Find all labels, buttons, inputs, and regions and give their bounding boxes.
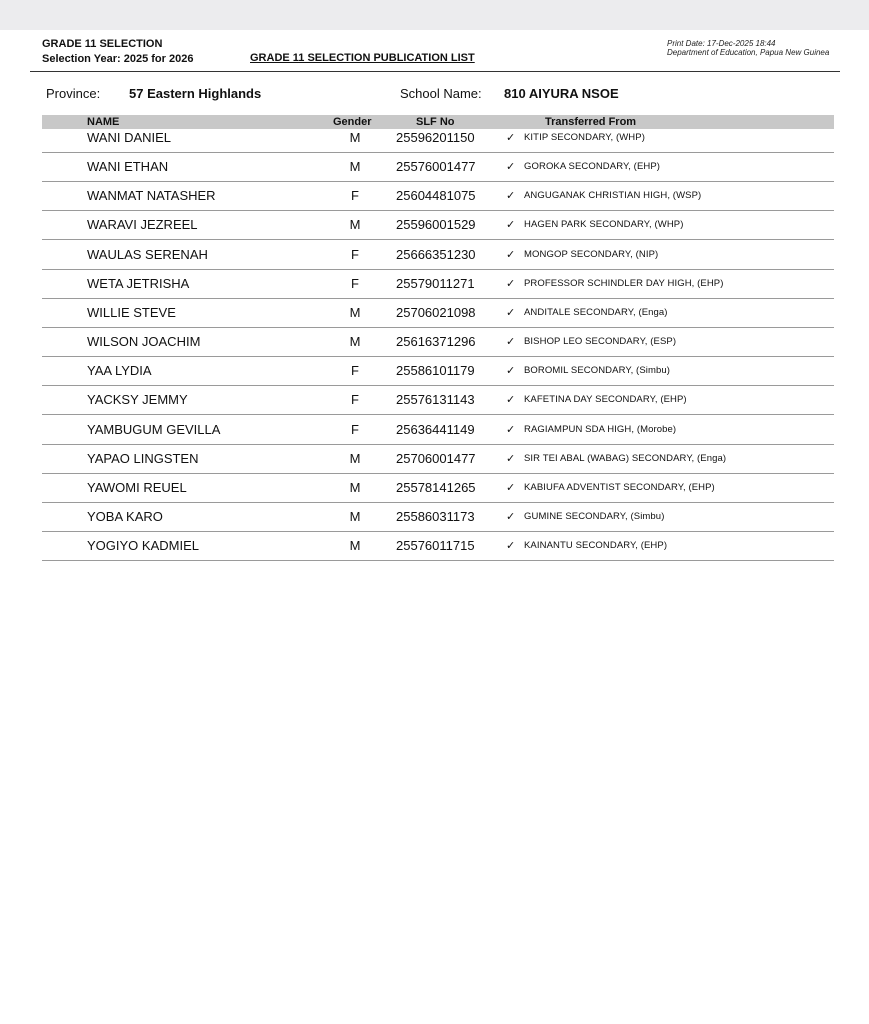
report-title: GRADE 11 SELECTION <box>42 38 163 50</box>
print-date: Print Date: 17-Dec-2025 18:44 <box>667 39 776 48</box>
student-name: YAPAO LINGSTEN <box>87 450 199 466</box>
student-name: WANMAT NATASHER <box>87 188 216 204</box>
table-row <box>0 538 869 567</box>
check-icon: ✓ <box>506 132 516 144</box>
province-label: Province: <box>46 86 101 101</box>
student-gender: M <box>349 304 361 320</box>
check-icon: ✓ <box>506 161 516 174</box>
school-label: School Name: <box>400 86 482 101</box>
transferred-from-school: HAGEN PARK SECONDARY, (WHP) <box>524 219 684 231</box>
table-row <box>0 509 869 538</box>
check-icon: ✓ <box>506 306 516 319</box>
document-page <box>0 30 869 1024</box>
transferred-from-school: PROFESSOR SCHINDLER DAY HIGH, (EHP) <box>524 277 724 289</box>
student-slf-number: 25576011715 <box>396 538 475 554</box>
student-name: YACKSY JEMMY <box>87 392 188 408</box>
row-divider <box>42 181 834 182</box>
transferred-from-school: GUMINE SECONDARY, (Simbu) <box>524 510 665 522</box>
table-row <box>0 188 869 217</box>
check-icon: ✓ <box>506 277 516 290</box>
table-row <box>0 130 869 159</box>
table-row <box>0 334 869 363</box>
student-gender: F <box>351 246 359 262</box>
student-name: WILSON JOACHIM <box>87 334 201 350</box>
student-slf-number: 25706001477 <box>396 450 476 466</box>
row-divider <box>42 327 834 328</box>
row-divider <box>42 385 834 386</box>
row-divider <box>42 473 834 474</box>
table-row <box>0 247 869 276</box>
check-icon: ✓ <box>506 248 516 261</box>
student-slf-number: 25579011271 <box>396 275 475 291</box>
column-header-slf: SLF No <box>416 116 455 128</box>
transferred-from-school: GOROKA SECONDARY, (EHP) <box>524 161 661 173</box>
student-gender: F <box>351 363 359 379</box>
check-icon: ✓ <box>506 540 516 553</box>
table-row <box>0 422 869 451</box>
student-gender: M <box>349 217 361 233</box>
row-divider <box>42 239 834 240</box>
check-icon: ✓ <box>506 510 516 523</box>
row-divider <box>42 269 834 270</box>
row-divider <box>42 502 834 503</box>
transferred-from-school: MONGOP SECONDARY, (NIP) <box>524 248 659 260</box>
student-name: WANI DANIEL <box>87 130 172 145</box>
school-value: 810 AIYURA NSOE <box>504 86 619 101</box>
table-row <box>0 305 869 334</box>
student-slf-number: 25586031173 <box>396 508 475 524</box>
student-name: YAA LYDIA <box>87 363 152 379</box>
student-name: YAWOMI REUEL <box>87 479 187 495</box>
student-name: WANI ETHAN <box>87 159 169 175</box>
student-slf-number: 25578141265 <box>396 479 476 495</box>
student-slf-number: 25596201150 <box>396 130 475 145</box>
selection-year: Selection Year: 2025 for 2026 <box>42 53 194 65</box>
transferred-from-school: SIR TEI ABAL (WABAG) SECONDARY, (Enga) <box>524 452 727 464</box>
student-slf-number: 25596001529 <box>396 217 476 233</box>
student-gender: M <box>349 450 361 466</box>
student-slf-number: 25636441149 <box>396 421 475 437</box>
transferred-from-school: ANDITALE SECONDARY, (Enga) <box>524 306 668 318</box>
header-divider <box>30 71 840 72</box>
row-divider <box>42 444 834 445</box>
check-icon: ✓ <box>506 336 516 349</box>
student-name: WETA JETRISHA <box>87 275 190 291</box>
check-icon: ✓ <box>506 481 516 494</box>
province-value: 57 Eastern Highlands <box>129 86 262 101</box>
student-name: WAULAS SERENAH <box>87 246 208 262</box>
student-slf-number: 25586101179 <box>396 363 475 379</box>
transferred-from-school: KABIUFA ADVENTIST SECONDARY, (EHP) <box>524 481 715 493</box>
list-title: GRADE 11 SELECTION PUBLICATION LIST <box>250 52 475 64</box>
student-slf-number: 25576001477 <box>396 159 476 175</box>
transferred-from-school: KAFETINA DAY SECONDARY, (EHP) <box>524 394 687 406</box>
table-row <box>0 276 869 305</box>
row-divider <box>42 152 834 153</box>
header-right <box>667 39 829 57</box>
transferred-from-school: KAINANTU SECONDARY, (EHP) <box>524 540 668 552</box>
column-header-gender: Gender <box>333 116 372 128</box>
student-name: YOGIYO KADMIEL <box>87 538 199 554</box>
student-gender: F <box>351 421 359 437</box>
student-gender: M <box>349 479 361 495</box>
check-icon: ✓ <box>506 394 516 407</box>
table-row <box>0 451 869 480</box>
student-gender: M <box>349 538 361 554</box>
table-row <box>0 392 869 421</box>
check-icon: ✓ <box>506 219 516 232</box>
row-divider <box>42 298 834 299</box>
student-slf-number: 25706021098 <box>396 304 476 320</box>
student-name: WARAVI JEZREEL <box>87 217 198 233</box>
student-gender: M <box>349 334 361 350</box>
row-divider <box>42 560 834 561</box>
transferred-from-school: BOROMIL SECONDARY, (Simbu) <box>524 365 671 377</box>
check-icon: ✓ <box>506 190 516 203</box>
student-name: WILLIE STEVE <box>87 304 176 320</box>
student-slf-number: 25666351230 <box>396 246 476 262</box>
column-header-name: NAME <box>87 116 120 128</box>
check-icon: ✓ <box>506 365 516 378</box>
student-name: YOBA KARO <box>87 508 163 524</box>
row-divider <box>42 356 834 357</box>
column-header-transferred-from: Transferred From <box>545 116 637 128</box>
header-left <box>42 37 193 67</box>
table-row <box>0 480 869 509</box>
student-gender: F <box>351 275 359 291</box>
check-icon: ✓ <box>506 423 516 436</box>
table-row <box>0 217 869 246</box>
table-header <box>42 115 834 129</box>
row-divider <box>42 210 834 211</box>
student-slf-number: 25616371296 <box>396 334 476 350</box>
student-gender: M <box>349 159 361 175</box>
row-divider <box>42 531 834 532</box>
viewer-top-bar <box>0 0 869 30</box>
transferred-from-school: KITIP SECONDARY, (WHP) <box>524 132 645 143</box>
transferred-from-school: RAGIAMPUN SDA HIGH, (Morobe) <box>524 423 677 435</box>
student-gender: M <box>349 508 361 524</box>
student-name: YAMBUGUM GEVILLA <box>87 421 221 437</box>
transferred-from-school: ANGUGANAK CHRISTIAN HIGH, (WSP) <box>524 190 702 202</box>
department-name: Department of Education, Papua New Guinea <box>667 48 830 57</box>
table-row <box>0 363 869 392</box>
check-icon: ✓ <box>506 452 516 465</box>
student-gender: F <box>351 188 359 204</box>
transferred-from-school: BISHOP LEO SECONDARY, (ESP) <box>524 336 677 348</box>
student-gender: M <box>349 130 361 145</box>
student-gender: F <box>351 392 359 408</box>
student-slf-number: 25576131143 <box>396 392 475 408</box>
table-row <box>0 159 869 188</box>
row-divider <box>42 414 834 415</box>
student-slf-number: 25604481075 <box>396 188 476 204</box>
